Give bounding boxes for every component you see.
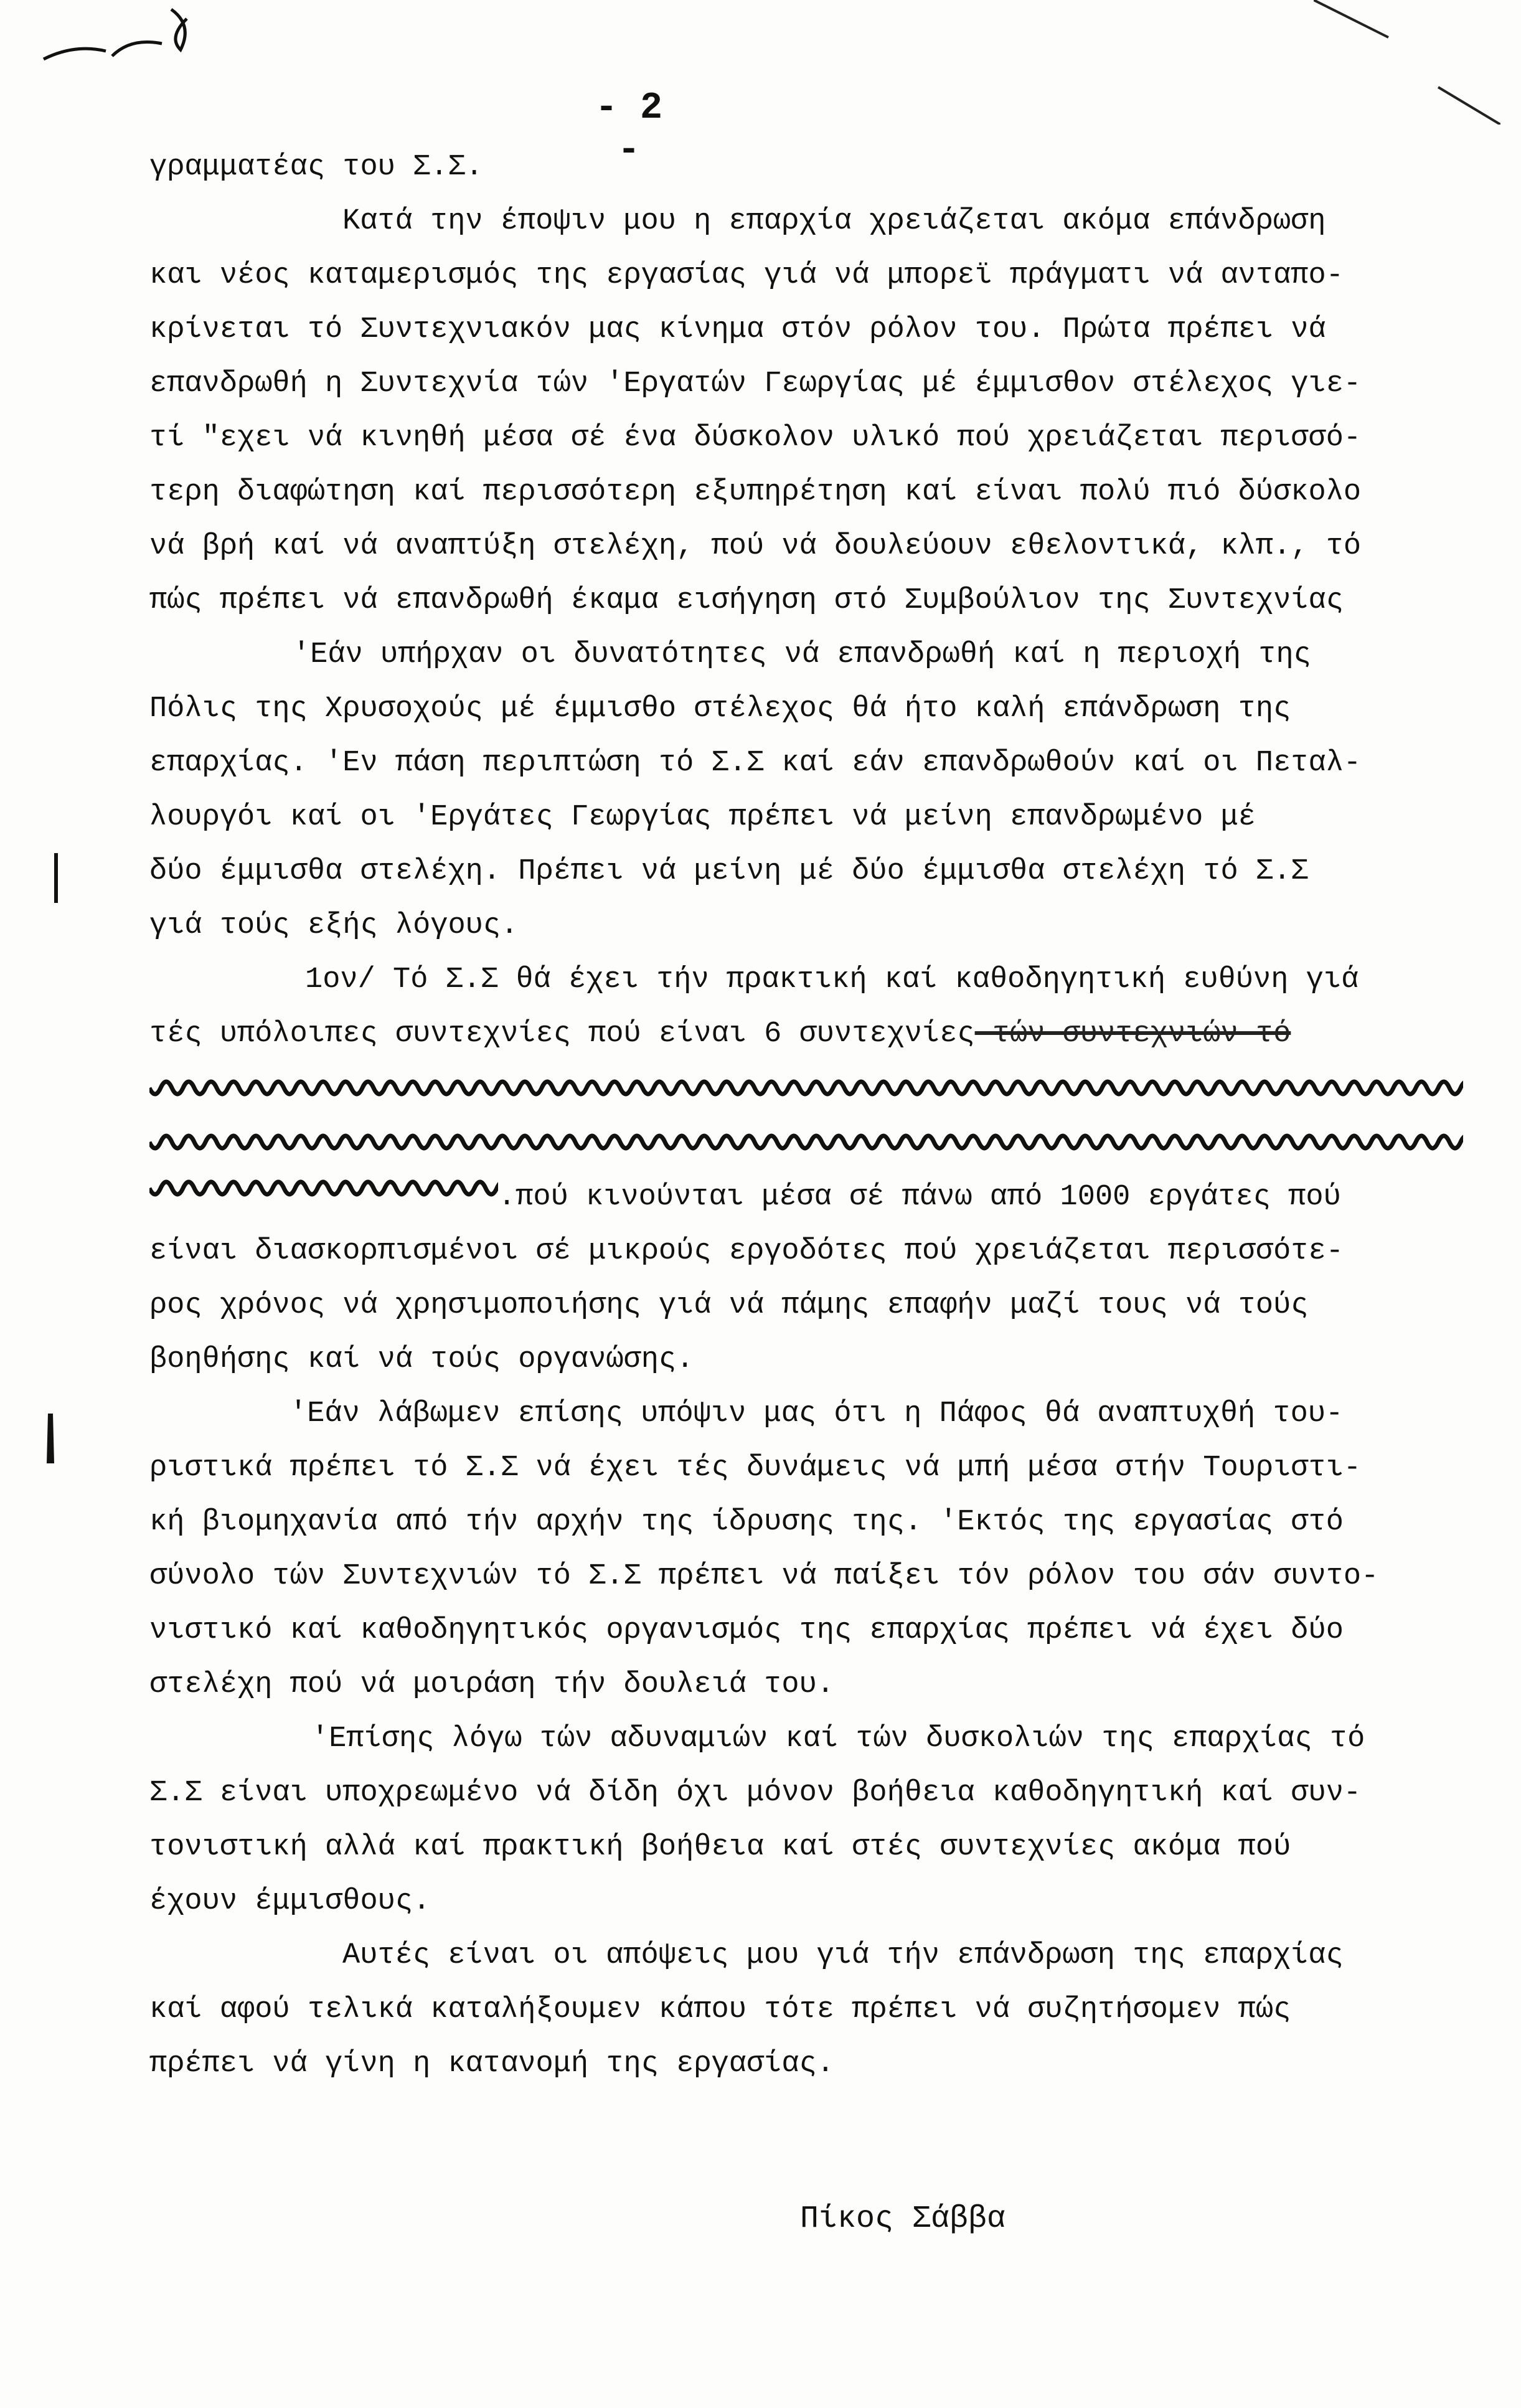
text-line — [149, 1874, 1469, 1929]
margin-dash-mark — [50, 853, 62, 903]
text-line — [149, 1766, 1469, 1820]
page-number: - 2 - — [595, 87, 663, 172]
line-text: νιστικό καί καθοδηγητικός οργανισμός της επαρχίας πρέπει νά έχει δύο — [149, 1613, 1344, 1647]
signature-name: Πίκος Σάββα — [800, 2201, 1006, 2237]
line-text: λουργόι καί οι 'Εργάτες Γεωργίας πρέπει νά μείνη επανδρωμένο μέ — [149, 801, 1256, 834]
line-text: Πόλις της Χρυσοχούς μέ έμμισθο στέλεχος θά ήτο καλή επάνδρωση της — [149, 692, 1291, 725]
text-line — [149, 1224, 1469, 1278]
line-text: ρος χρόνος νά χρησιμοποιήσης γιά νά πάμης επαφήν μαζί τους νά τούς — [149, 1288, 1309, 1322]
text-line — [149, 1712, 1469, 1766]
line-text: στελέχη πού νά μοιράση τήν δουλειά του. — [149, 1668, 834, 1701]
line-text: 'Εάν υπήρχαν οι δυνατότητες νά επανδρωθή καί η περιοχή της — [293, 638, 1311, 671]
line-text: 1ον/ Τό Σ.Σ θά έχει τήν πρακτική καί καθοδηγητική ευθύνη γιά — [305, 963, 1359, 996]
text-line — [149, 1007, 1469, 1061]
text-line — [149, 790, 1469, 844]
text-line — [149, 1495, 1469, 1549]
line-text: καί αφού τελικά καταλήξουμεν κάπου τότε πρέπει νά συζητήσομεν πώς — [149, 1993, 1291, 2026]
line-text: ριστικά πρέπει τό Σ.Σ νά έχει τές δυνάμεις νά μπή μέσα στήν Τουριστι- — [149, 1451, 1362, 1485]
text-line — [149, 1441, 1469, 1495]
text-line — [149, 2037, 1469, 2091]
line-text: επανδρωθή η Συντεχνία τών 'Εργατών Γεωργίας μέ έμμισθον στέλεχος γιε- — [149, 367, 1362, 400]
line-text: 'Επίσης λόγω τών αδυναμιών καί τών δυσκολιών της επαρχίας τό — [311, 1722, 1365, 1755]
text-line — [149, 844, 1469, 899]
line-text: πώς πρέπει νά επανδρωθή έκαμα εισήγηση στό Συμβούλιον της Συντεχνίας — [149, 584, 1344, 617]
text-line — [149, 574, 1469, 628]
text-line — [149, 303, 1469, 357]
text-line — [149, 1658, 1469, 1712]
letter-body — [149, 140, 1469, 2091]
line-text: και νέος καταμερισμός της εργασίας γιά νά μπορεϊ πράγματι νά ανταπο- — [149, 259, 1344, 292]
line-text: Κατά την έποψιν μου η επαρχία χρειάζεται ακόμα επάνδρωση — [342, 205, 1326, 238]
text-line — [149, 357, 1469, 411]
text-line — [149, 519, 1469, 574]
text-line — [149, 1278, 1469, 1333]
line-text: είναι διασκορπισμένοι σέ μικρούς εργοδότες πού χρειάζεται περισσότε- — [149, 1234, 1344, 1268]
line-text: κρίνεται τό Συντεχνιακόν μας κίνημα στόν ρόλον του. Πρώτα πρέπει νά — [149, 313, 1326, 346]
crossed-out-fragment — [149, 1169, 498, 1224]
line-text: κή βιομηχανία από τήν αρχήν της ίδρυσης της. 'Εκτός της εργασίας στό — [149, 1505, 1344, 1539]
text-line — [149, 194, 1469, 248]
text-line — [149, 682, 1469, 736]
line-text: δύο έμμισθα στελέχη. Πρέπει νά μείνη μέ δύο έμμισθα στελέχη τό Σ.Σ — [149, 855, 1309, 888]
line-text: τές υπόλοιπες συντεχνίες πού είναι 6 συντεχνίες — [149, 1017, 975, 1051]
margin-dot-mark — [40, 1414, 59, 1463]
line-text: νά βρή καί νά αναπτύξη στελέχη, πού νά δουλεύουν εθελοντικά, κλπ., τό — [149, 530, 1362, 563]
text-line — [149, 1603, 1469, 1658]
line-text: τερη διαφώτηση καί περισσότερη εξυπηρέτηση καί είναι πολύ πιό δύσκολο — [149, 476, 1362, 509]
struck-text: τών συντεχνιών τό — [974, 1017, 1291, 1051]
text-line — [149, 899, 1469, 953]
corner-stroke-mark — [1314, 0, 1500, 125]
text-line — [149, 736, 1469, 790]
line-text: Αυτές είναι οι απόψεις μου γιά τήν επάνδρωση της επαρχίας — [342, 1938, 1344, 1972]
text-line — [149, 953, 1469, 1007]
text-line — [149, 140, 1469, 194]
line-text: γραμματέας του Σ.Σ. — [149, 151, 483, 184]
line-text: τί "εχει νά κινηθή μέσα σέ ένα δύσκολον υλικό πού χρειάζεται περισσό- — [149, 422, 1362, 455]
line-text: πρέπει νά γίνη η κατανομή της εργασίας. — [149, 2047, 834, 2080]
line-text: Σ.Σ είναι υποχρεωμένο νά δίδη όχι μόνον βοήθεια καθοδηγητική καί συν- — [149, 1776, 1362, 1810]
text-line — [149, 411, 1469, 465]
line-text: 'Εάν λάβωμεν επίσης υπόψιν μας ότι η Πάφος θά αναπτυχθή του- — [290, 1397, 1344, 1430]
text-line — [149, 465, 1469, 519]
line-text: επαρχίας. 'Εν πάση περιπτώση τό Σ.Σ καί εάν επανδρωθούν καί οι Πεταλ- — [149, 747, 1362, 780]
corner-scribble-mark — [37, 0, 199, 68]
line-text: γιά τούς εξής λόγους. — [149, 909, 519, 942]
text-line — [149, 1169, 1469, 1224]
line-text: τονιστική αλλά καί πρακτική βοήθεια καί στές συντεχνίες ακόμα πού — [149, 1830, 1291, 1864]
line-text: έχουν έμμισθους. — [149, 1884, 431, 1918]
text-line — [149, 248, 1469, 303]
text-line — [149, 1549, 1469, 1603]
text-line — [149, 1820, 1469, 1874]
text-line — [149, 1387, 1469, 1441]
text-line — [149, 1333, 1469, 1387]
text-line — [149, 1929, 1469, 1983]
crossed-out-line — [149, 1061, 1469, 1115]
text-line — [149, 1983, 1469, 2037]
crossed-out-line — [149, 1115, 1469, 1169]
line-text: .πού κινούνται μέσα σέ πάνω από 1000 εργάτες πού — [498, 1180, 1341, 1214]
text-line — [149, 628, 1469, 682]
line-text: σύνολο τών Συντεχνιών τό Σ.Σ πρέπει νά παίξει τόν ρόλον του σάν συντο- — [149, 1559, 1379, 1593]
line-text: βοηθήσης καί νά τούς οργανώσης. — [149, 1343, 694, 1376]
